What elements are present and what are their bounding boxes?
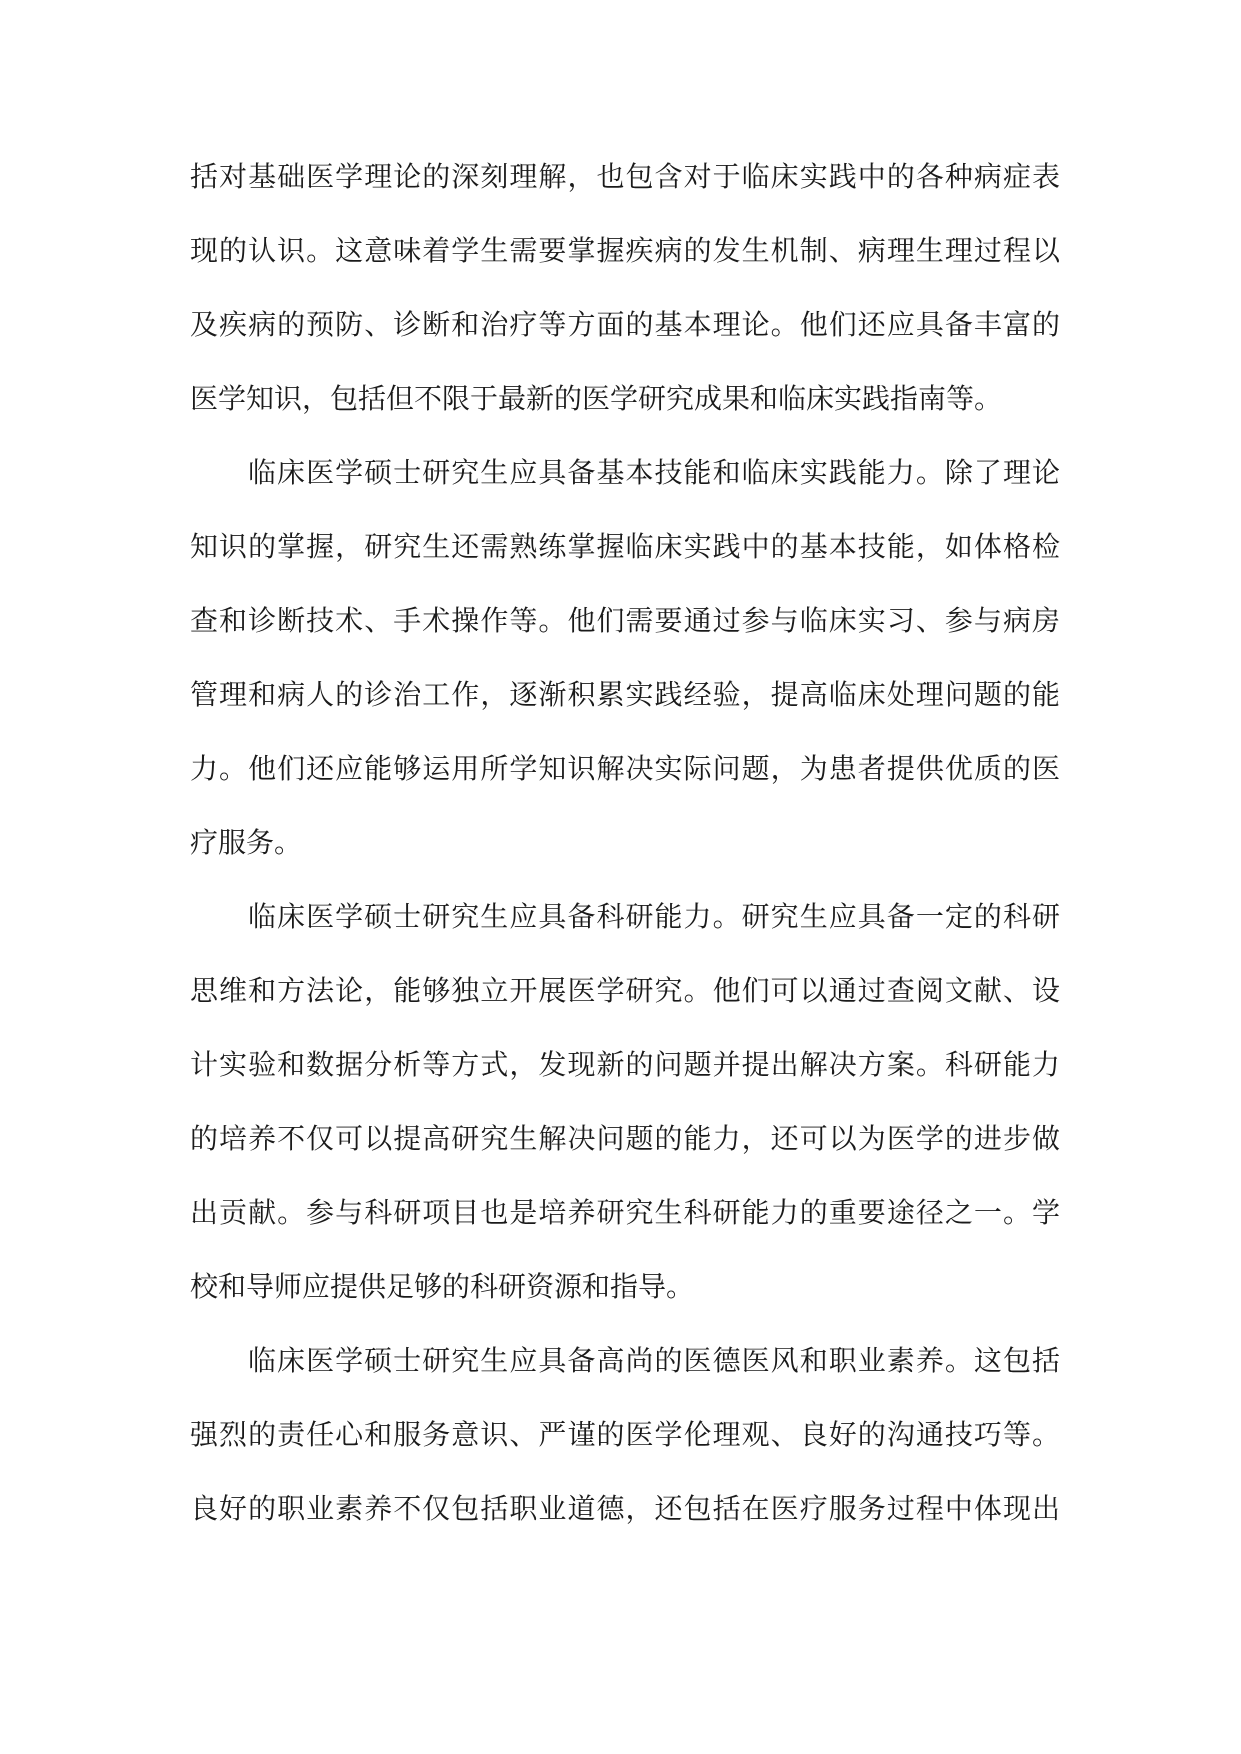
text-line: 管理和病人的诊治工作，逐渐积累实践经验，提高临床处理问题的能 bbox=[190, 678, 1060, 711]
text-line: 校和导师应提供足够的科研资源和指导。 bbox=[190, 1270, 695, 1303]
text-line: 查和诊断技术、手术操作等。他们需要通过参与临床实习、参与病房 bbox=[190, 604, 1060, 637]
text-line: 医学知识，包括但不限于最新的医学研究成果和临床实践指南等。 bbox=[190, 382, 1003, 415]
text-line: 临床医学硕士研究生应具备高尚的医德医风和职业素养。这包括 bbox=[248, 1344, 1060, 1377]
text-line: 计实验和数据分析等方式，发现新的问题并提出解决方案。科研能力 bbox=[190, 1048, 1060, 1081]
text-line: 出贡献。参与科研项目也是培养研究生科研能力的重要途径之一。学 bbox=[190, 1196, 1060, 1229]
text-line: 强烈的责任心和服务意识、严谨的医学伦理观、良好的沟通技巧等。 bbox=[190, 1418, 1060, 1451]
text-line: 知识的掌握，研究生还需熟练掌握临床实践中的基本技能，如体格检 bbox=[190, 530, 1060, 563]
text-line: 疗服务。 bbox=[190, 826, 303, 859]
document-body bbox=[190, 140, 1060, 1546]
text-line: 的培养不仅可以提高研究生解决问题的能力，还可以为医学的进步做 bbox=[190, 1122, 1060, 1155]
text-line: 括对基础医学理论的深刻理解，也包含对于临床实践中的各种病症表 bbox=[190, 160, 1060, 193]
text-line: 临床医学硕士研究生应具备基本技能和临床实践能力。除了理论 bbox=[248, 456, 1060, 489]
text-line: 临床医学硕士研究生应具备科研能力。研究生应具备一定的科研 bbox=[248, 900, 1060, 933]
text-line: 力。他们还应能够运用所学知识解决实际问题，为患者提供优质的医 bbox=[190, 752, 1060, 785]
text-line: 思维和方法论，能够独立开展医学研究。他们可以通过查阅文献、设 bbox=[190, 974, 1060, 1007]
text-line: 现的认识。这意味着学生需要掌握疾病的发生机制、病理生理过程以 bbox=[190, 234, 1060, 267]
text-line: 良好的职业素养不仅包括职业道德，还包括在医疗服务过程中体现出 bbox=[190, 1492, 1060, 1525]
text-line: 及疾病的预防、诊断和治疗等方面的基本理论。他们还应具备丰富的 bbox=[190, 308, 1060, 341]
